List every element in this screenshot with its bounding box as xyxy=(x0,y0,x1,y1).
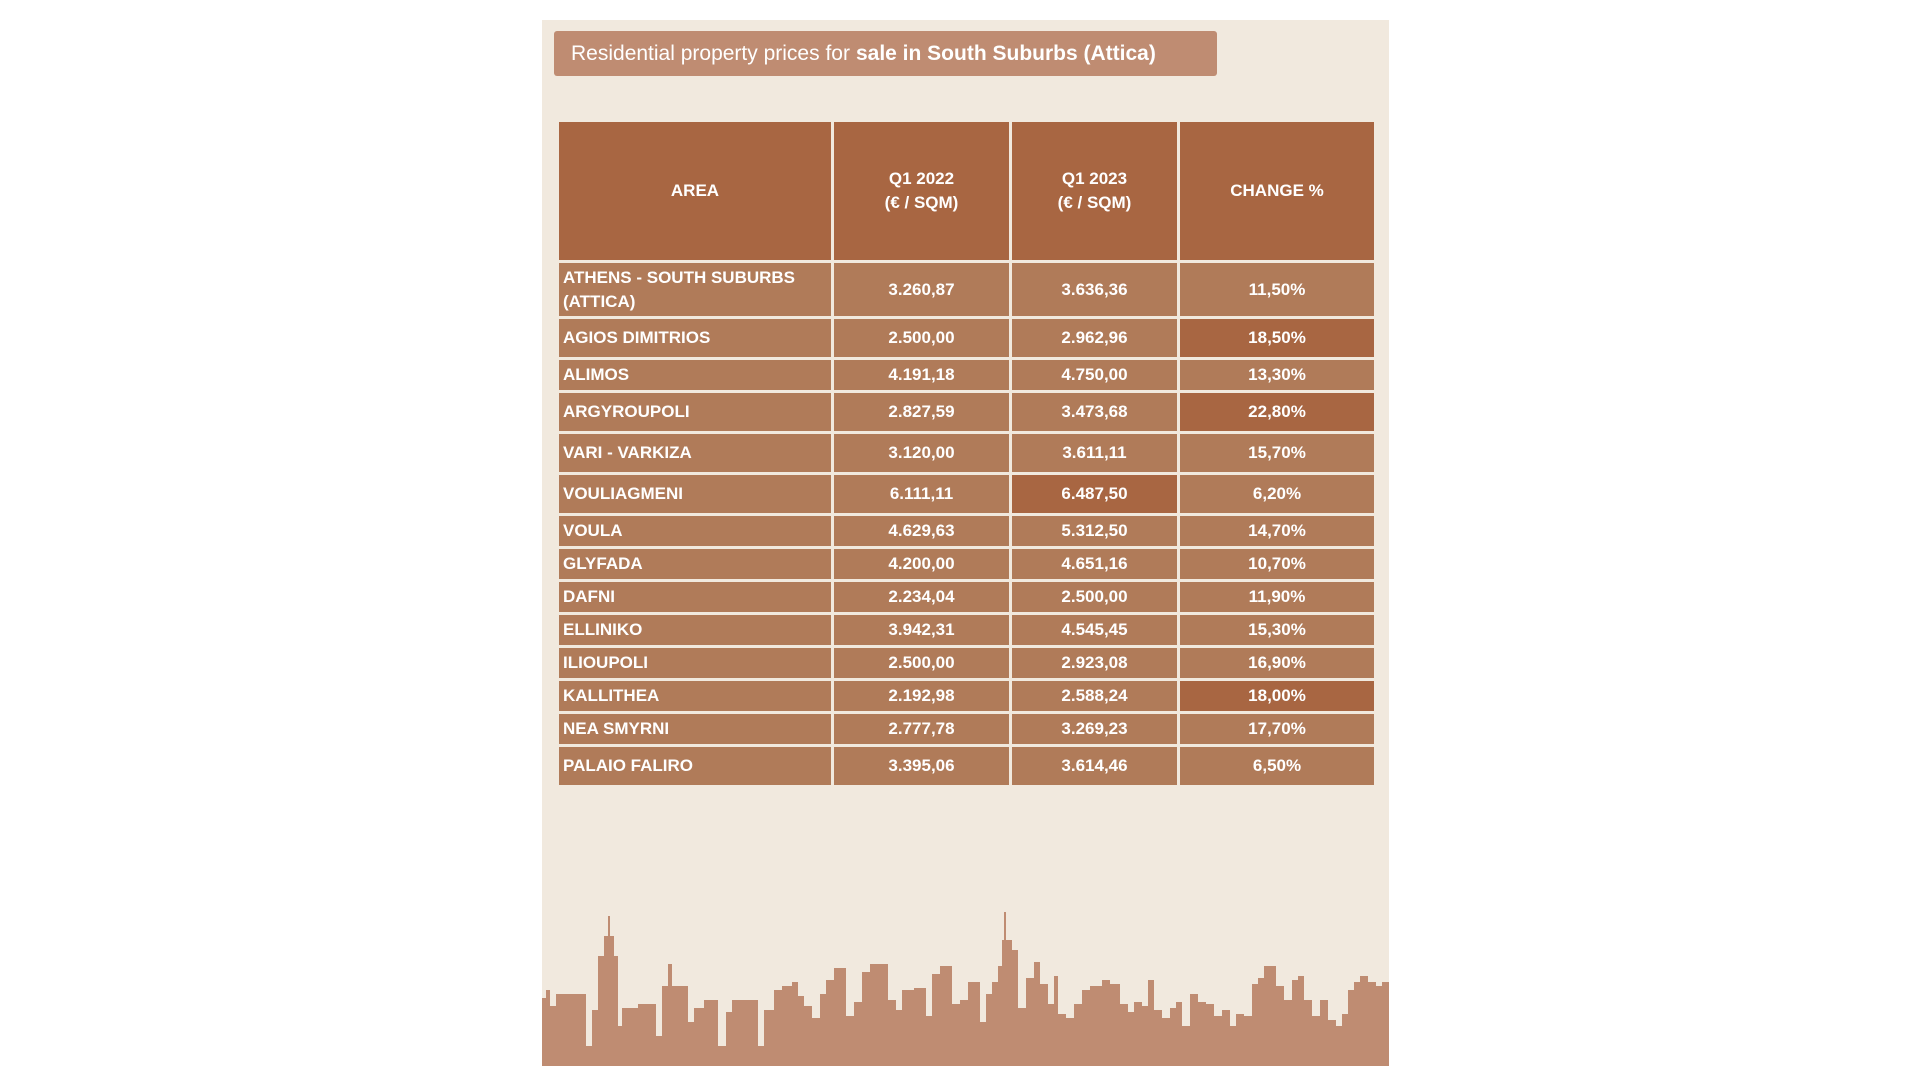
cell-q1-2022: 3.120,00 xyxy=(834,434,1009,472)
table-row xyxy=(559,582,1374,612)
cell-q1-2023: 2.923,08 xyxy=(1012,648,1177,678)
cell-q1-2022: 2.777,78 xyxy=(834,714,1009,744)
price-table xyxy=(556,119,1377,788)
cell-q1-2022: 3.395,06 xyxy=(834,747,1009,785)
cell-q1-2023: 3.611,11 xyxy=(1012,434,1177,472)
title-emphasis: sale in South Suburbs (Attica) xyxy=(855,41,1156,65)
cell-q1-2022: 2.500,00 xyxy=(834,319,1009,357)
cell-change: 11,90% xyxy=(1180,582,1374,612)
cell-q1-2023: 3.636,36 xyxy=(1012,263,1177,316)
cell-change: 10,70% xyxy=(1180,549,1374,579)
cell-change: 13,30% xyxy=(1180,360,1374,390)
table-row xyxy=(559,263,1374,316)
cell-q1-2022: 2.500,00 xyxy=(834,648,1009,678)
cell-area: AGIOS DIMITRIOS xyxy=(559,319,831,357)
cell-area: VOULA xyxy=(559,516,831,546)
title-prefix: Residential property prices for xyxy=(571,41,850,65)
column-header-area: AREA xyxy=(559,122,831,260)
cell-change: 16,90% xyxy=(1180,648,1374,678)
cell-q1-2022: 4.191,18 xyxy=(834,360,1009,390)
cell-q1-2023: 2.588,24 xyxy=(1012,681,1177,711)
table-row xyxy=(559,475,1374,513)
cell-q1-2023: 4.545,45 xyxy=(1012,615,1177,645)
cell-q1-2022: 4.629,63 xyxy=(834,516,1009,546)
cell-q1-2022: 3.260,87 xyxy=(834,263,1009,316)
header-row xyxy=(559,122,1374,260)
cell-q1-2022: 3.942,31 xyxy=(834,615,1009,645)
column-header-q1-2023: Q1 2023 (€ / SQM) xyxy=(1012,122,1177,260)
cell-q1-2023: 3.614,46 xyxy=(1012,747,1177,785)
cell-area: PALAIO FALIRO xyxy=(559,747,831,785)
cell-area: ALIMOS xyxy=(559,360,831,390)
cell-q1-2022: 2.234,04 xyxy=(834,582,1009,612)
chart-title xyxy=(554,31,1217,76)
table-row xyxy=(559,360,1374,390)
cell-change: 11,50% xyxy=(1180,263,1374,316)
table-row xyxy=(559,549,1374,579)
cell-change: 18,50% xyxy=(1180,319,1374,357)
table-row xyxy=(559,393,1374,431)
cell-area: VARI - VARKIZA xyxy=(559,434,831,472)
cell-change: 22,80% xyxy=(1180,393,1374,431)
cell-area: ATHENS - SOUTH SUBURBS (ATTICA) xyxy=(559,263,831,316)
cell-q1-2023: 5.312,50 xyxy=(1012,516,1177,546)
cell-change: 15,30% xyxy=(1180,615,1374,645)
cell-change: 17,70% xyxy=(1180,714,1374,744)
table-row xyxy=(559,434,1374,472)
table-row xyxy=(559,714,1374,744)
cell-q1-2023: 4.750,00 xyxy=(1012,360,1177,390)
column-header-q1-2022: Q1 2022 (€ / SQM) xyxy=(834,122,1009,260)
cell-area: KALLITHEA xyxy=(559,681,831,711)
cell-q1-2023: 6.487,50 xyxy=(1012,475,1177,513)
cell-area: ILIOUPOLI xyxy=(559,648,831,678)
cell-change: 14,70% xyxy=(1180,516,1374,546)
table-row xyxy=(559,516,1374,546)
table-row xyxy=(559,747,1374,785)
cell-q1-2023: 2.962,96 xyxy=(1012,319,1177,357)
cell-q1-2022: 6.111,11 xyxy=(834,475,1009,513)
cell-area: ARGYROUPOLI xyxy=(559,393,831,431)
cell-q1-2023: 4.651,16 xyxy=(1012,549,1177,579)
cell-change: 18,00% xyxy=(1180,681,1374,711)
infographic-panel xyxy=(542,20,1389,1066)
cell-change: 15,70% xyxy=(1180,434,1374,472)
cell-area: ELLINIKO xyxy=(559,615,831,645)
cell-area: NEA SMYRNI xyxy=(559,714,831,744)
table-row xyxy=(559,681,1374,711)
table-row xyxy=(559,615,1374,645)
cell-change: 6,20% xyxy=(1180,475,1374,513)
table-row xyxy=(559,319,1374,357)
cell-change: 6,50% xyxy=(1180,747,1374,785)
cell-q1-2022: 2.192,98 xyxy=(834,681,1009,711)
cell-q1-2023: 2.500,00 xyxy=(1012,582,1177,612)
city-skyline-icon xyxy=(542,906,1389,1066)
cell-q1-2022: 2.827,59 xyxy=(834,393,1009,431)
table-row xyxy=(559,648,1374,678)
cell-area: DAFNI xyxy=(559,582,831,612)
cell-q1-2022: 4.200,00 xyxy=(834,549,1009,579)
cell-q1-2023: 3.269,23 xyxy=(1012,714,1177,744)
cell-q1-2023: 3.473,68 xyxy=(1012,393,1177,431)
column-header-change: CHANGE % xyxy=(1180,122,1374,260)
cell-area: VOULIAGMENI xyxy=(559,475,831,513)
cell-area: GLYFADA xyxy=(559,549,831,579)
